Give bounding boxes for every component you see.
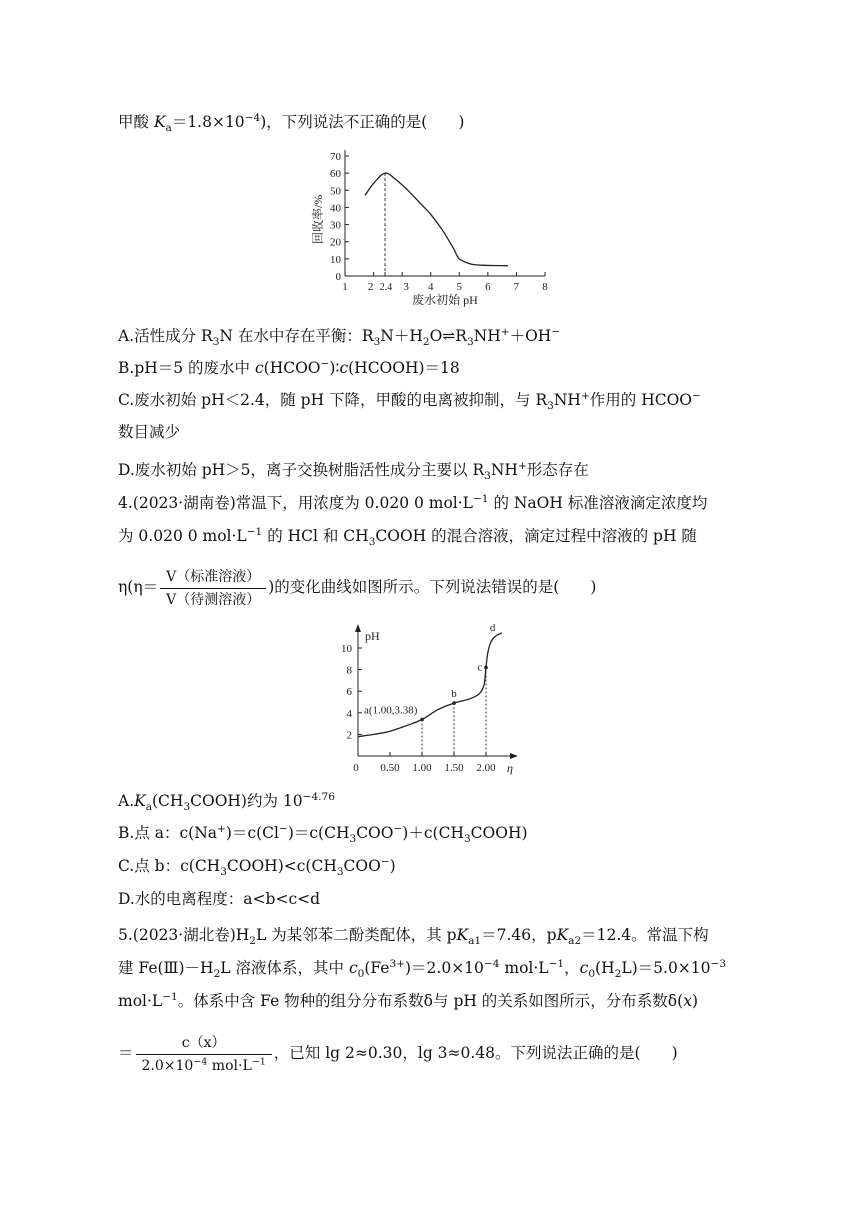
chart1-ytick-label: 60 [330, 168, 341, 181]
chart2-ylabel: pH [365, 629, 380, 643]
chart2-point-label: c [477, 661, 483, 674]
chart1-xtick-label: 2.4 [379, 282, 393, 293]
q4-option-a: $A.K_a(CH_3COOH)$约为 $10^{-4.76}$ [118, 790, 335, 814]
chart2-point-label: d [489, 622, 496, 635]
titration-curve-chart [330, 620, 530, 780]
chart2-y-arrow [355, 624, 361, 632]
chart2-x-arrow [510, 753, 518, 759]
chart2-xlabel: η [507, 761, 513, 775]
chart1-xtick-label: 4 [427, 281, 434, 293]
chart2-xtick-label: 2.00 [476, 762, 496, 774]
q3-option-b: B.pH＝5 的废水中 c(HCOO−)∶c(HCOOH)＝18 [118, 357, 460, 377]
chart1-ylabel [310, 195, 325, 244]
q3-option-a: A.活性成分 $R_3N$ 在水中存在平衡：$R_3N+H_2O\rightleftharpoons R_3NH^++OH^-$ [118, 325, 561, 349]
chart1-ytick-label: 0 [335, 271, 341, 283]
chart2-xtick-label: 1.50 [444, 762, 464, 774]
delta-fraction: $\frac{c(x)}{2.0\times 10^{-4} mol\cdot L^{-1}}$ [136, 1034, 272, 1075]
q3-option-c-cont: 数目减少 [118, 423, 181, 441]
q5-line4: ＝ $\frac{c(x)}{2.0\times 10^{-4} mol\cdot L^{-1}}$ ，已知 lg 2≈0.30，lg 3≈0.48。下列说法正确的是( ) [118, 1034, 678, 1074]
q4-option-d: D.水的电离程度：a<b<c<d [118, 890, 321, 908]
chart2-xtick-label: 1.00 [412, 762, 432, 774]
chart2-point [420, 718, 424, 722]
chart2-ytick-label: 10 [341, 643, 352, 655]
svg-text:回收率/%: 回收率/% [311, 194, 325, 244]
q5-line1: 5.(2023·湖北卷)$H_2L$ 为某邻苯二酚类配体，其 $pK_{a1}=7.46$，$pK_{a2}=12.4$。常温下构 [118, 926, 709, 948]
chart1-xtick-label: 3 [403, 281, 409, 293]
chart1-xtick-label: 8 [542, 281, 548, 293]
q4-option-c: C.点 b：$c(CH_3COOH)<c(CH_3COO^-)$ [118, 855, 396, 879]
question3-intro: 甲酸 $K_a=1.8\times 10^{-4}$)，下列说法不正确的是( ) [118, 111, 465, 135]
chart1-ytick-label: 70 [330, 151, 341, 163]
chart1-xtick-label: 5 [456, 281, 463, 293]
chart1-ytick-label: 40 [330, 202, 341, 215]
q4-line3: η(η＝ $\frac{\text{V（标准溶液）}}{\text{V（待测溶液）}}$ )的变化曲线如图所示。下列说法错误的是( ) [118, 568, 597, 608]
chart2-series-line [358, 633, 502, 737]
chart1-xlabel: 废水初始 pH [412, 293, 478, 307]
chart1-xtick-label: 1 [342, 281, 348, 293]
chart1-xtick-label: 2 [367, 281, 374, 293]
q3-option-d: D.废水初始 pH＞5，离子交换树脂活性成分主要以 $R_3NH^+$形态存在 [118, 459, 589, 483]
chart2-ytick-label: 4 [346, 707, 352, 720]
chart2-ytick-label: 6 [346, 686, 352, 699]
chart2-point [484, 666, 488, 670]
q3-option-c: C.废水初始 pH＜2.4，随 pH 下降，甲酸的电离被抑制，与 $R_3NH^+$作用的 HCOO− [118, 389, 701, 413]
chart1-ytick-label: 50 [330, 185, 341, 198]
chart1-ytick-label: 30 [330, 219, 341, 232]
chart1-ytick-label: 10 [330, 253, 341, 266]
q4-line2: 为 0.020 0 $mol\cdot L^{-1}$ 的 HCl 和 $CH_3COOH$ 的混合溶液，滴定过程中溶液的 pH 随 [118, 525, 697, 549]
chart2-ytick-label: 8 [346, 664, 352, 677]
chart1-xtick-label: 7 [513, 281, 520, 293]
recovery-rate-chart [300, 140, 560, 310]
q4-option-b: B.点 a：$c(Na^+)=c(Cl^-)=c(CH_3COO^-)+c(CH_3COOH)$ [118, 822, 528, 846]
chart2-ytick-label: 2 [346, 729, 352, 742]
chart2-point-label: a(1.00,3.38) [364, 704, 418, 717]
chart2-point-label: b [451, 688, 457, 701]
chart2-xtick-label: 0 [353, 762, 359, 774]
chart1-ytick-label: 20 [330, 236, 341, 249]
q5-line2: 建 $Fe(Ⅲ)-H_2L$ 溶液体系，其中 $c_0(Fe^{3+})=2.0\times 10^{-4}$ $mol\cdot L^{-1}$，$c_0(H_2L)=5.0\times 10^{-3}$ [118, 957, 727, 981]
chart1-series-line [365, 173, 508, 266]
q5-line3: $mol\cdot L^{-1}$。体系中含 Fe 物种的组分分布系数δ与 pH 的关系如图所示，分布系数δ(x) [118, 990, 699, 1010]
chart1-xtick-label: 6 [485, 281, 491, 293]
eta-fraction: $\frac{\text{V（标准溶液）}}{\text{V（待测溶液）}}$ [160, 568, 266, 609]
chart2-xtick-label: 0.50 [380, 762, 400, 774]
chart2-point [452, 701, 456, 705]
q4-line1: 4.(2023·湖南卷)常温下，用浓度为 0.020 0 $mol\cdot L^{-1}$ 的 NaOH 标准溶液滴定浓度均 [118, 492, 708, 512]
